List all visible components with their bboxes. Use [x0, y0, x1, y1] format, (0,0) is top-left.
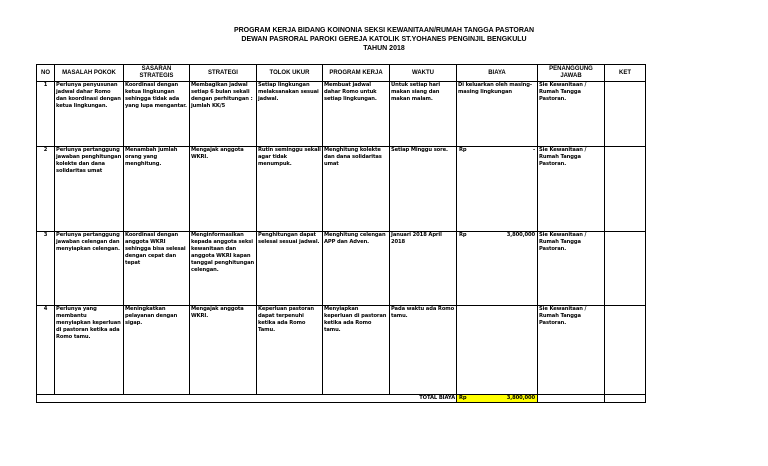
cell-no: 3 — [37, 232, 55, 306]
cell-penanggung: Sie Kewanitaan / Rumah Tangga Pastoran. — [538, 306, 605, 395]
cell-strategi: Menginformasikan kepada anggota seksi kewanitaan dan anggota WKRI kapan tanggal penghitungan celengan. — [190, 232, 257, 306]
title-line-2: DEWAN PASRORAL PAROKI GEREJA KATOLIK ST.YOHANES PENGINJIL BENGKULU — [241, 36, 527, 43]
biaya-currency: Rp — [459, 147, 467, 153]
total-empty-1 — [538, 395, 605, 403]
header-waktu: WAKTU — [390, 65, 457, 82]
total-currency: Rp — [459, 395, 467, 401]
cell-biaya — [457, 306, 538, 395]
total-amount: 3,800,000 — [506, 395, 535, 401]
cell-masalah: Perlunya penyusunan jadwal dahar Romo dan koordinasi dengan ketua lingkungan. — [55, 82, 124, 147]
cell-sasaran: Koordinasi dengan anggota WKRI sehingga bisa selesai dengan cepat dan tepat — [124, 232, 190, 306]
header-no: NO — [37, 65, 55, 82]
cell-penanggung: Sie Kewanitaan / Rumah Tangga Pastoran. — [538, 232, 605, 306]
cell-program: Membuat jadwal dahar Romo untuk setiap lingkungan. — [323, 82, 390, 147]
header-masalah: MASALAH POKOK — [55, 65, 124, 82]
cell-penanggung: Sie Kewanitaan / Rumah Tangga Pastoran. — [538, 82, 605, 147]
program-table — [36, 64, 646, 403]
cell-waktu: Januari 2018 April 2018 — [390, 232, 457, 306]
cell-no: 4 — [37, 306, 55, 395]
header-program: PROGRAM KERJA — [323, 65, 390, 82]
total-amount-cell — [457, 395, 538, 403]
total-row — [37, 395, 646, 403]
table-row — [37, 232, 646, 306]
cell-strategi: Membagikan jadwal setiap 6 bulan sekali dengan perhitungan : jumlah KK/5 — [190, 82, 257, 147]
header-row — [37, 65, 646, 82]
header-strategi: STRATEGI — [190, 65, 257, 82]
cell-biaya — [457, 147, 538, 232]
biaya-currency: Rp — [459, 232, 467, 238]
table-row — [37, 82, 646, 147]
header-biaya: BIAYA — [457, 65, 538, 82]
cell-masalah: Perlunya pertanggung jawaban celengan dan menyiapkan celengan. — [55, 232, 124, 306]
biaya-amount: 3,800,000 — [506, 232, 535, 238]
cell-no: 1 — [37, 82, 55, 147]
cell-ket — [605, 147, 646, 232]
cell-sasaran: Koordinasi dengan ketua lingkungan sehingga tidak ada yang lupa mengantar. — [124, 82, 190, 147]
cell-program: Menghitung celengan APP dan Adven. — [323, 232, 390, 306]
cell-masalah: Perlunya pertanggung jawaban penghitungan kolekte dan dana solidaritas umat — [55, 147, 124, 232]
cell-strategi: Mengajak anggota WKRI. — [190, 147, 257, 232]
cell-waktu: Untuk setiap hari makan siang dan makan malam. — [390, 82, 457, 147]
cell-program: Menyiapkan keperluan di pastoran ketika ada Romo tamu. — [323, 306, 390, 395]
cell-biaya — [457, 232, 538, 306]
total-label: TOTAL BIAYA — [37, 395, 457, 403]
cell-penanggung: Sie Kewanitaan / Rumah Tangga Pastoran. — [538, 147, 605, 232]
header-penanggung: PENANGGUNG JAWAB — [538, 65, 605, 82]
cell-sasaran: Menambah jumlah orang yang menghitung. — [124, 147, 190, 232]
cell-no: 2 — [37, 147, 55, 232]
cell-tolok: Keperluan pastoran dapat terpenuhi ketika ada Romo Tamu. — [257, 306, 323, 395]
cell-ket — [605, 82, 646, 147]
cell-biaya: Di keluarkan oleh masing-masing lingkungan — [457, 82, 538, 147]
cell-tolok: Rutin seminggu sekali agar tidak menumpuk. — [257, 147, 323, 232]
cell-ket — [605, 232, 646, 306]
header-sasaran: SASARAN STRATEGIS — [124, 65, 190, 82]
cell-waktu: Pada waktu ada Romo tamu. — [390, 306, 457, 395]
header-ket: KET — [605, 65, 646, 82]
cell-sasaran: Meningkatkan pelayanan dengan sigap. — [124, 306, 190, 395]
title-line-1: PROGRAM KERJA BIDANG KOINONIA SEKSI KEWANITAAN/RUMAH TANGGA PASTORAN — [233, 27, 535, 34]
cell-tolok: Setiap lingkungan melaksanakan sesuai jadwal. — [257, 82, 323, 147]
cell-masalah: Perlunya yang membantu menyiapkan keperluan di pastoran ketika ada Romo tamu. — [55, 306, 124, 395]
title-line-3: TAHUN 2018 — [363, 45, 405, 52]
table-row — [37, 147, 646, 232]
cell-tolok: Penghitungan dapat selesai sesuai jadwal. — [257, 232, 323, 306]
biaya-amount: - — [532, 147, 535, 153]
cell-strategi: Mengajak anggota WKRI. — [190, 306, 257, 395]
cell-ket — [605, 306, 646, 395]
cell-program: Menghitung kolekte dan dana solidaritas umat — [323, 147, 390, 232]
total-empty-2 — [605, 395, 646, 403]
cell-waktu: Setiap Minggu sore. — [390, 147, 457, 232]
table-row — [37, 306, 646, 395]
header-tolok: TOLOK UKUR — [257, 65, 323, 82]
